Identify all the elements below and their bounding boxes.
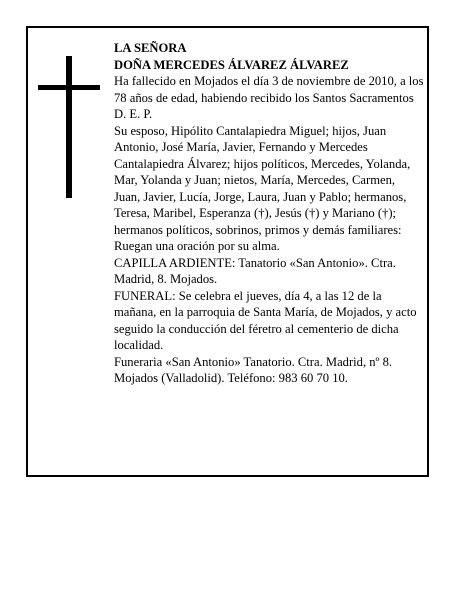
cross-vertical-bar [66, 56, 72, 198]
dep-line: D. E. P. [114, 107, 153, 121]
prayer-request: Ruegan una oración por su alma. [114, 239, 280, 253]
deceased-name: DOÑA MERCEDES ÁLVAREZ ÁLVAREZ [114, 57, 349, 72]
obituary-frame [26, 26, 429, 477]
obituary-text [114, 40, 424, 387]
cross-horizontal-bar [38, 85, 100, 90]
funeral-info: FUNERAL: Se celebra el jueves, día 4, a las 12 de la mañana, en la parroquia de Santa María, de Mojados, y acto seguido la conducción del féretro al cementerio de dicha localidad. [114, 288, 417, 352]
cross-icon [38, 56, 100, 198]
funeral-home-info: Funeraria «San Antonio» Tanatorio. Ctra. Madrid, nº 8. Mojados (Valladolid). Teléfono: 983 60 70 10. [114, 354, 393, 385]
title-honorific: LA SEÑORA [114, 41, 187, 55]
family-list: Su esposo, Hipólito Cantalapiedra Miguel; hijos, Juan Antonio, José María, Javier, Fernando y Mercedes Cantalapiedra Álvarez; hijos políticos, Mercedes, Yolanda, Mar, Yolanda y Juan; nietos, María, Mercedes, Carmen, Juan, Javier, Lucía, Jorge, Laura, Juan y Pablo; hermanos, Teresa, Maribel, Esperanza (†), Jesús (†) y Mariano (†); hermanos políticos, sobrinos, primos y demás familiares: [114, 123, 411, 237]
death-statement: Ha fallecido en Mojados el día 3 de noviembre de 2010, a los 78 años de edad, habiendo recibido los Santos Sacramentos [114, 74, 424, 105]
chapel-info: CAPILLA ARDIENTE: Tanatorio «San Antonio». Ctra. Madrid, 8. Mojados. [114, 255, 396, 286]
